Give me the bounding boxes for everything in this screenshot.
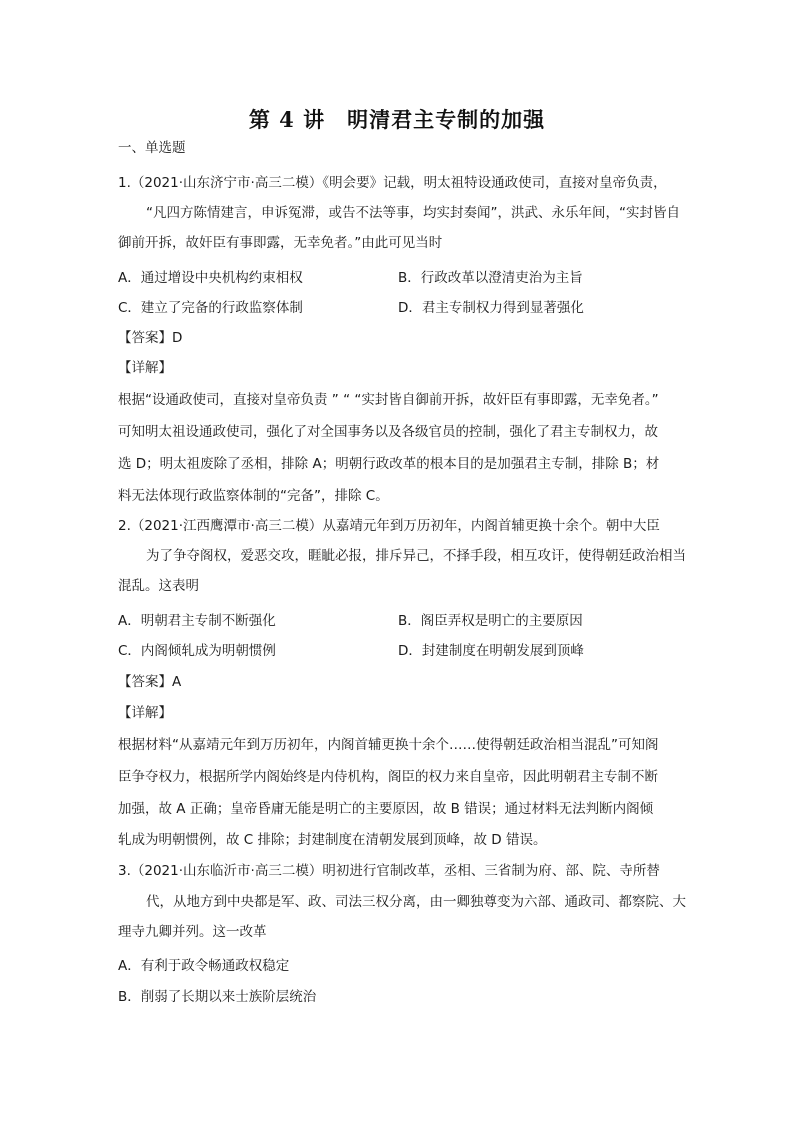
q2-answer: 【答案】A <box>118 674 182 690</box>
q2-option-a: A．明朝君主专制不断强化 <box>118 613 276 629</box>
q1-stem-line-2: “凡四方陈情建言，申诉冤滞，或告不法等事，均实封奏闻”，洪武、永乐年间，“实封皆自 <box>146 205 680 221</box>
q1-stem-line-1: 1.（2021·山东济宁市·高三二模）《明会要》记载，明太祖特设通政使司，直接对皇帝负责， <box>118 175 667 191</box>
q2-detail-line-2: 臣争夺权力，根据所学内阁始终是内侍机构，阁臣的权力来自皇帝，因此明朝君主专制不断 <box>118 769 658 785</box>
q2-option-c: C．内阁倾轧成为明朝惯例 <box>118 643 276 659</box>
q2-detail-line-1: 根据材料“从嘉靖元年到万历初年，内阁首辅更换十余个……使得朝廷政治相当混乱”可知阁 <box>118 737 659 753</box>
page-title: 第 4 讲 明清君主专制的加强 <box>248 107 546 132</box>
q2-option-d: D．封建制度在明朝发展到顶峰 <box>398 643 584 659</box>
q1-detail-line-1: 根据“设通政使司，直接对皇帝负责 ” “ “实封皆自御前开拆，故奸臣有事即露，无幸免者。” <box>118 392 659 408</box>
q3-stem-line-2: 代，从地方到中央都是军、政、司法三权分离，由一卿独尊变为六部、通政司、都察院、大 <box>146 894 686 910</box>
q2-detail-label: 【详解】 <box>118 705 172 721</box>
q2-option-b: B．阁臣弄权是明亡的主要原因 <box>398 613 583 629</box>
q3-stem-line-1: 3.（2021·山东临沂市·高三二模）明初进行官制改革，丞相、三省制为府、部、院、寺所替 <box>118 863 660 879</box>
q1-detail-label: 【详解】 <box>118 360 172 376</box>
q3-stem-line-3: 理寺九卿并列。这一改革 <box>118 924 267 940</box>
q1-option-c: C．建立了完备的行政监察体制 <box>118 300 303 316</box>
q2-detail-line-3: 加强，故 A 正确；皇帝昏庸无能是明亡的主要原因，故 B 错误；通过材料无法判断内阁倾 <box>118 801 654 817</box>
q1-detail-line-2: 可知明太祖设通政使司，强化了对全国事务以及各级官员的控制，强化了君主专制权力，故 <box>118 424 658 440</box>
section-heading: 一、单选题 <box>118 140 186 156</box>
q2-detail-line-4: 轧成为明朝惯例，故 C 排除；封建制度在清朝发展到顶峰，故 D 错误。 <box>118 832 547 848</box>
q3-option-b: B．削弱了长期以来士族阶层统治 <box>118 989 317 1005</box>
q1-option-a: A．通过增设中央机构约束相权 <box>118 270 303 286</box>
q3-option-a: A．有利于政令畅通政权稳定 <box>118 958 290 974</box>
q2-stem-line-3: 混乱。这表明 <box>118 578 199 594</box>
q2-stem-line-1: 2.（2021·江西鹰潭市·高三二模）从嘉靖元年到万历初年，内阁首辅更换十余个。朝中大臣 <box>118 518 660 534</box>
q1-option-d: D．君主专制权力得到显著强化 <box>398 300 584 316</box>
q1-answer: 【答案】D <box>118 330 183 346</box>
q1-detail-line-4: 料无法体现行政监察体制的“完备”，排除 C。 <box>118 488 389 504</box>
q1-option-b: B．行政改革以澄清吏治为主旨 <box>398 270 583 286</box>
q1-detail-line-3: 选 D；明太祖废除了丞相，排除 A；明朝行政改革的根本目的是加强君主专制，排除 B；材 <box>118 456 660 472</box>
q2-stem-line-2: 为了争夺阁权，爱恶交攻，睚眦必报，排斥异己，不择手段，相互攻讦，使得朝廷政治相当 <box>146 548 686 564</box>
q1-stem-line-3: 御前开拆，故奸臣有事即露，无幸免者。”由此可见当时 <box>118 235 443 251</box>
